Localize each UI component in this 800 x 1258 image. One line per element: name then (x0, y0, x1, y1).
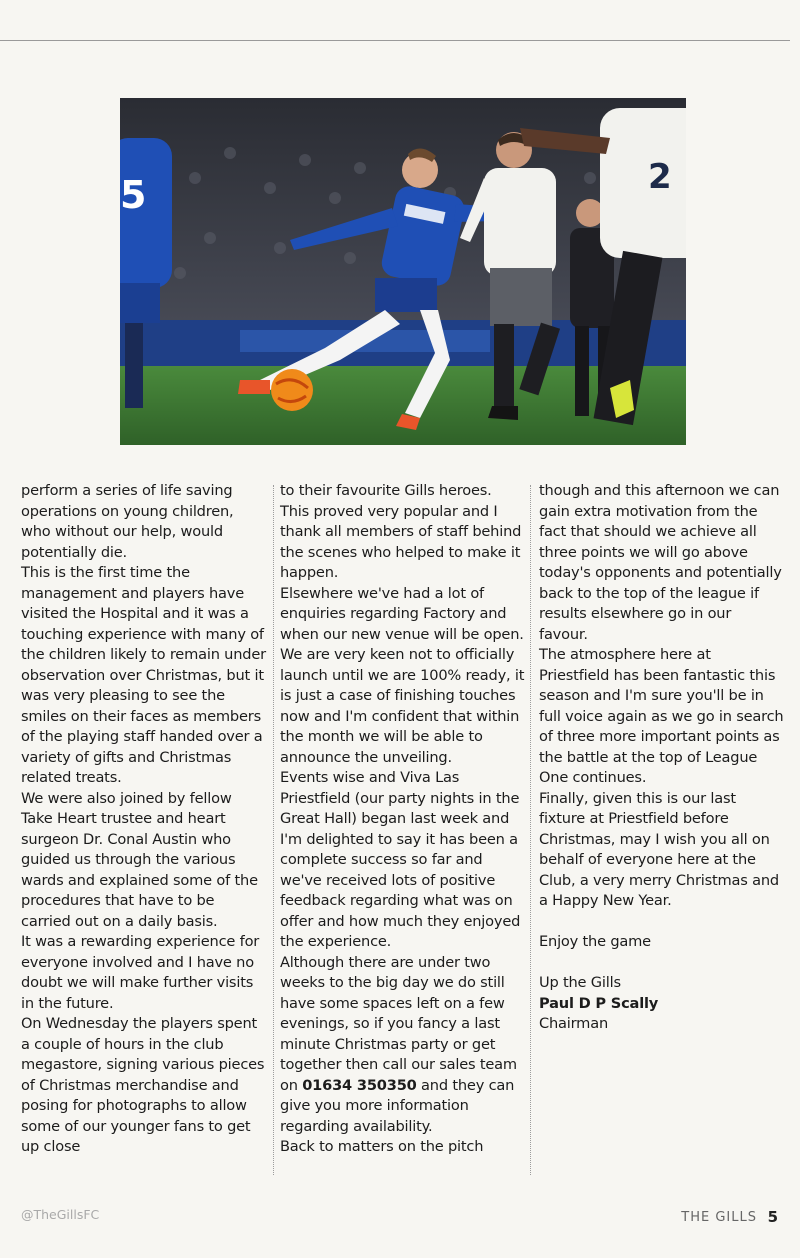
author-title: Chairman (539, 1015, 608, 1032)
paragraph: though and this afternoon we can gain extra motivation from the fact that should we achieve all three points we will go above today's opponents and potentially back to the top of the league if results elsewhere go in our favour. (539, 482, 782, 643)
sign-off-motto: Up the Gills (539, 974, 621, 991)
paragraph: We were also joined by fellow Take Heart trustee and heart surgeon Dr. Conal Austin who guided us through the various wards and explained some of the procedures that have to be carried out on a daily basis. (21, 789, 258, 930)
column-divider (530, 485, 531, 1175)
paragraph: Elsewhere we've had a lot of enquiries regarding Factory and when our new venue will be open. We are very keen not to officially launch until we are 100% ready, it is just a case of finishing touches now and I'm confident that within the month we will be able to announce the unveiling. (280, 584, 525, 766)
paragraph: It was a rewarding experience for everyone involved and I have no doubt we will make further visits in the future. (21, 933, 260, 1012)
svg-text:2: 2 (648, 157, 672, 197)
paragraph (280, 953, 528, 1138)
top-rule (0, 40, 790, 41)
paragraph: Finally, given this is our last fixture at Priestfield before Christmas, may I wish you all on behalf of everyone here at the Club, a very merry Christmas and a Happy New Year. (539, 789, 779, 909)
paragraph: This proved very popular and I thank all members of staff behind the scenes who helped to make it happen. (280, 502, 522, 581)
phone-number: 01634 350350 (302, 1076, 417, 1094)
paragraph: The atmosphere here at Priestfield has been fantastic this season and I'm sure you'll be in full voice again as we go in search of three more important points as the battle at the top of League One continues. (539, 646, 784, 786)
column-divider (273, 485, 274, 1175)
article-column-2 (280, 481, 528, 1158)
paragraph: perform a series of life saving operations on young children, who without our help, would potentially die. (21, 482, 234, 561)
page-number: 5 (767, 1208, 778, 1226)
paragraph: This is the first time the management and players have visited the Hospital and it was a touching experience with many of the children likely to remain under observation over Christmas, but it was very pleasing to see the smiles on their faces as members of the playing staff handed over a variety of gifts and Christmas related treats. (21, 564, 266, 786)
paragraph: to their favourite Gills heroes. (280, 482, 492, 499)
paragraph: Back to matters on the pitch (280, 1138, 484, 1155)
text-run: Although there are under two weeks to the big day we do still have some spaces left on a few evenings, so if you fancy a last minute Christmas party or get together then call our sales team on (280, 953, 517, 1094)
article-column-3 (539, 481, 784, 1035)
text-run: and they can give you more information regarding availability. (280, 1076, 515, 1135)
paragraph: On Wednesday the players spent a couple of hours in the club megastore, signing various pieces of Christmas merchandise and posing for photographs to allow some of our younger fans to get up close (21, 1015, 265, 1155)
svg-text:5: 5 (120, 173, 147, 217)
author-name: Paul D P Scally (539, 994, 659, 1012)
match-photo (120, 98, 686, 445)
article-column-1 (21, 481, 267, 1158)
social-handle: @TheGillsFC (21, 1207, 100, 1222)
paragraph: Events wise and Viva Las Priestfield (our party nights in the Great Hall) began last week and I'm delighted to say it has been a complete success so far and we've received lots of positive feedback regarding what was on offer and how much they enjoyed the experience. (280, 769, 521, 950)
sign-off: Enjoy the game (539, 933, 651, 950)
magazine-name: THE GILLS (681, 1210, 757, 1225)
